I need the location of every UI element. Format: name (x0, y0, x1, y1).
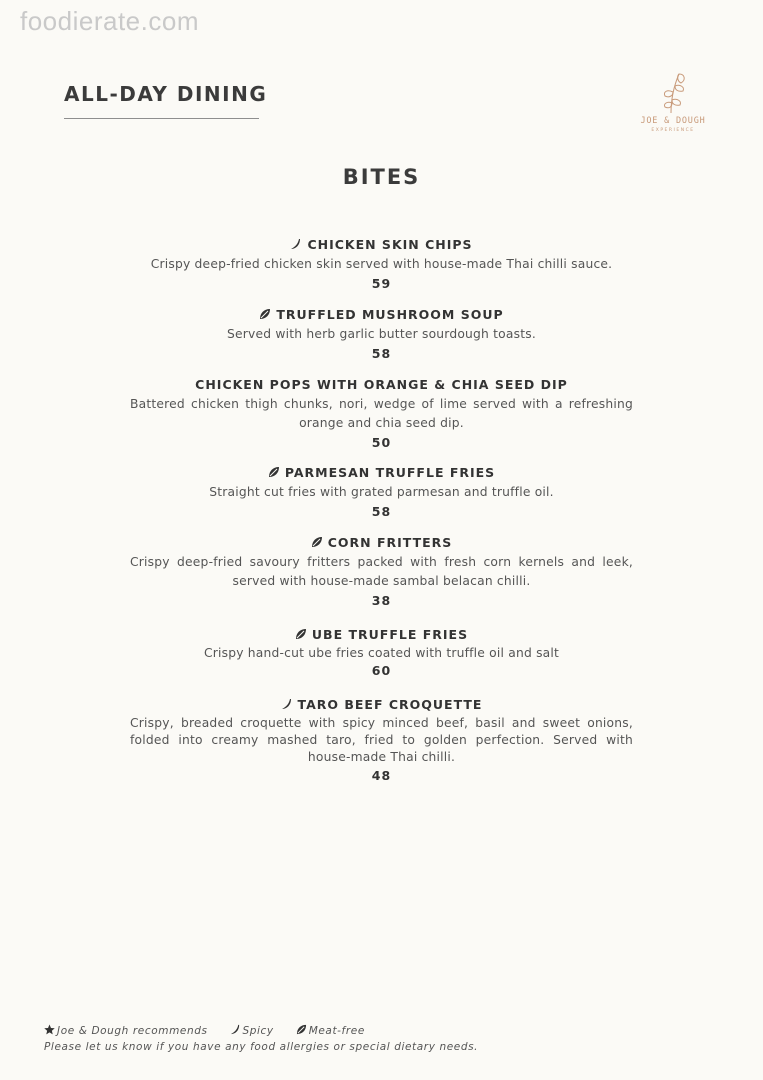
item-price: 58 (371, 346, 392, 361)
item-name-row (130, 305, 633, 325)
menu-item (130, 463, 633, 521)
legend-label: Joe & Dough recommends (57, 1025, 208, 1037)
item-price: 60 (371, 663, 392, 678)
spicy-icon (290, 238, 302, 250)
item-name-row (130, 463, 633, 483)
item-price: 50 (371, 435, 392, 450)
item-price: 48 (371, 768, 392, 783)
item-description: Crispy deep-fried chicken skin served with house-made Thai chilli sauce. (150, 257, 613, 271)
meat-free-icon (295, 628, 307, 640)
spicy-icon (230, 1024, 241, 1035)
spicy-icon (281, 698, 293, 710)
star-icon (44, 1024, 55, 1035)
meat-free-icon (311, 536, 323, 548)
item-price: 59 (371, 276, 392, 291)
item-name: TARO BEEF CROQUETTE (297, 697, 483, 712)
legend-spicy (230, 1023, 274, 1039)
meat-free-icon (296, 1024, 307, 1035)
item-name-row (130, 235, 633, 255)
item-description: Crispy hand-cut ube fries coated with truffle oil and salt (203, 646, 560, 660)
item-name: UBE TRUFFLE FRIES (311, 627, 469, 642)
item-name: CORN FRITTERS (327, 535, 453, 550)
legend (44, 1023, 478, 1039)
legend-label: Meat-free (308, 1025, 365, 1037)
footer (44, 1023, 478, 1055)
menu-item (130, 305, 633, 363)
menu-item (130, 533, 633, 610)
legend-meat-free (296, 1023, 365, 1039)
item-description: Crispy deep-fried savoury fritters packed with fresh corn kernels and leek, served with house-made sambal belacan chilli. (130, 555, 633, 588)
watermark: foodierate.com (20, 6, 199, 36)
meat-free-icon (259, 308, 271, 320)
item-price: 58 (371, 504, 392, 519)
legend-recommends (44, 1023, 208, 1039)
logo-name: JOE & DOUGH (640, 116, 706, 126)
item-name: CHICKEN SKIN CHIPS (307, 237, 473, 252)
item-description: Crispy, breaded croquette with spicy minced beef, basil and sweet onions, folded into creamy mashed taro, fried to golden perfection. Served with house-made Thai chilli. (130, 716, 633, 764)
item-price: 38 (371, 593, 392, 608)
legend-label: Spicy (242, 1025, 274, 1037)
menu-item (130, 695, 633, 785)
item-description: Straight cut fries with grated parmesan and truffle oil. (209, 485, 554, 499)
logo-subtitle: EXPERIENCE (651, 128, 695, 133)
item-name: TRUFFLED MUSHROOM SOUP (276, 307, 504, 322)
section-divider (64, 118, 259, 119)
item-name-row (130, 695, 633, 715)
item-name-row (130, 625, 633, 645)
item-description: Served with herb garlic butter sourdough toasts. (226, 327, 536, 341)
section-title: ALL-DAY DINING (64, 82, 268, 106)
leaf-sprig-icon (657, 70, 689, 114)
item-name-row (130, 533, 633, 553)
menu-item (130, 625, 633, 680)
menu-item (130, 235, 633, 293)
logo (628, 70, 718, 150)
allergy-note: Please let us know if you have any food allergies or special dietary needs. (44, 1041, 479, 1053)
meat-free-icon (268, 466, 280, 478)
item-name: CHICKEN POPS WITH ORANGE & CHIA SEED DIP (195, 377, 568, 392)
item-name: PARMESAN TRUFFLE FRIES (284, 465, 496, 480)
item-name-row (130, 375, 633, 395)
item-description: Battered chicken thigh chunks, nori, wedge of lime served with a refreshing orange and chia seed dip. (130, 397, 633, 430)
menu-item (130, 375, 633, 452)
menu-heading: BITES (342, 165, 421, 189)
